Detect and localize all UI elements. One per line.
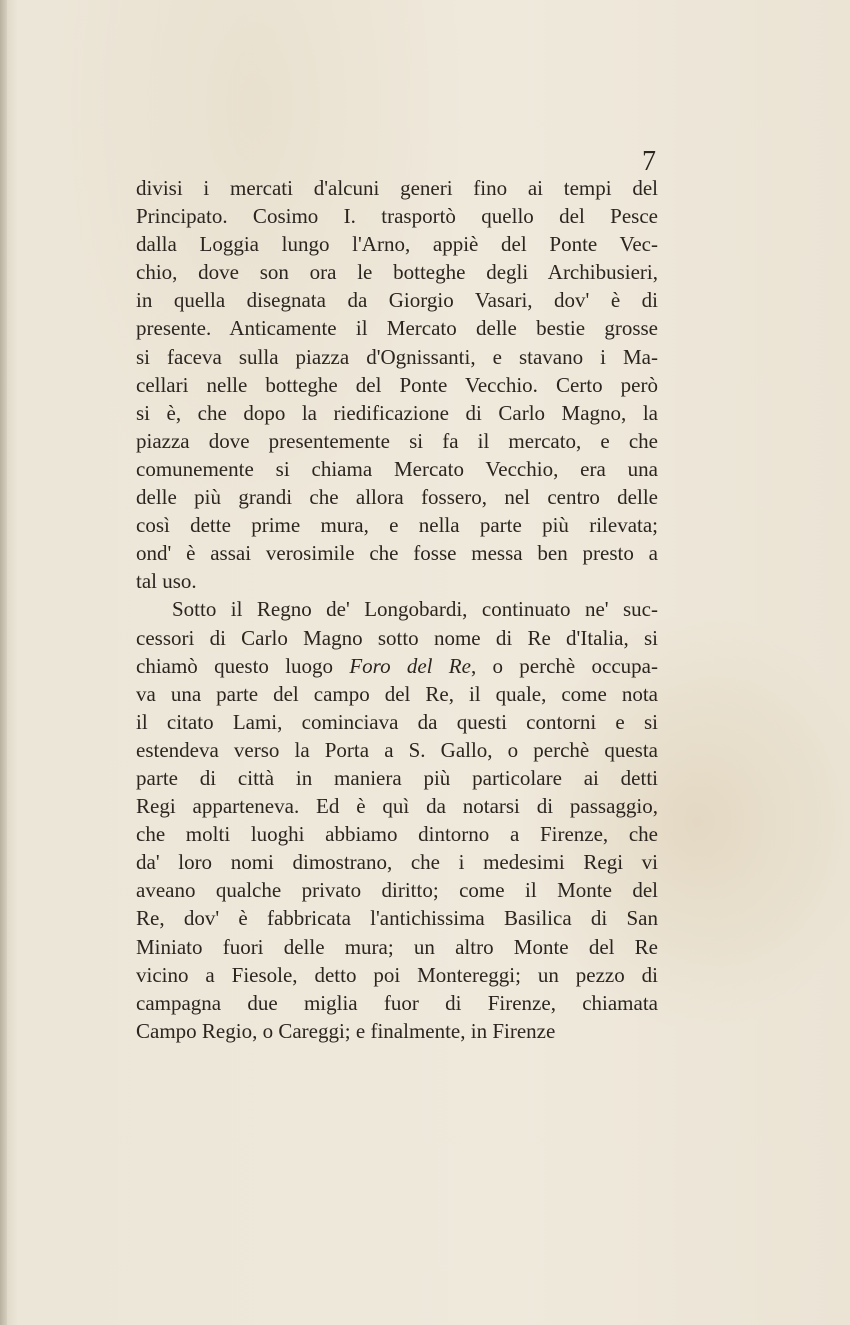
body-text [136, 174, 658, 1045]
text-line: tal uso. [136, 569, 197, 594]
text-line: estendeva verso la Porta a S. Gallo, o perchè questa [136, 737, 658, 762]
text-line: vicino a Fiesole, detto poi Montereggi; un pezzo di [136, 962, 658, 987]
text-line: campagna due miglia fuor di Firenze, chiamata [136, 990, 658, 1015]
text-line: Campo Regio, o Careggi; e finalmente, in Firenze [136, 1018, 556, 1043]
text-line: delle più grandi che allora fossero, nel centro delle [136, 485, 658, 510]
page-binding-edge [0, 0, 7, 1325]
text-line: il citato Lami, cominciava da questi contorni e si [136, 709, 658, 734]
text-line: piazza dove presentemente si fa il mercato, e che [136, 428, 658, 453]
text-line: Re, dov' è fabbricata l'antichissima Basilica di San [136, 906, 658, 931]
text-line: divisi i mercati d'alcuni generi fino ai tempi del [136, 176, 658, 200]
text-line: ond' è assai verosimile che fosse messa ben presto a [136, 541, 658, 566]
text-line: va una parte del campo del Re, il quale, come nota [136, 681, 658, 706]
text-line: dalla Loggia lungo l'Arno, appiè del Ponte Vec- [136, 232, 658, 257]
text-line: cellari nelle botteghe del Ponte Vecchio. Certo però [136, 372, 658, 397]
text-line: chiamò questo luogo Foro del Re, o perchè occupa- [136, 653, 658, 678]
text-line: presente. Anticamente il Mercato delle bestie grosse [136, 316, 658, 341]
text-line: cessori di Carlo Magno sotto nome di Re d'Italia, si [136, 625, 658, 650]
text-line: aveano qualche privato diritto; come il Monte del [136, 878, 658, 903]
text-line: parte di città in maniera più particolare ai detti [136, 765, 658, 790]
text-line: Sotto il Regno de' Longobardi, continuato ne' suc- [172, 597, 658, 622]
text-line: comunemente si chiama Mercato Vecchio, era una [136, 456, 658, 481]
text-line: Miniato fuori delle mura; un altro Monte del Re [136, 934, 658, 959]
text-line: che molti luoghi abbiamo dintorno a Firenze, che [136, 822, 658, 847]
paragraph [136, 174, 658, 595]
paragraph [136, 595, 658, 1045]
text-line: così dette prime mura, e nella parte più rilevata; [136, 513, 658, 538]
text-line: chio, dove son ora le botteghe degli Archibusieri, [136, 260, 658, 285]
text-line: in quella disegnata da Giorgio Vasari, dov' è di [136, 288, 658, 313]
text-line: si è, che dopo la riedificazione di Carlo Magno, la [136, 400, 658, 425]
page-number: 7 [642, 146, 656, 177]
text-line: da' loro nomi dimostrano, che i medesimi Regi vi [136, 850, 658, 875]
text-line: Regi apparteneva. Ed è quì da notarsi di passaggio, [136, 794, 658, 819]
text-line: Principato. Cosimo I. trasportò quello del Pesce [136, 204, 658, 229]
text-line: si faceva sulla piazza d'Ognissanti, e stavano i Ma- [136, 344, 658, 369]
